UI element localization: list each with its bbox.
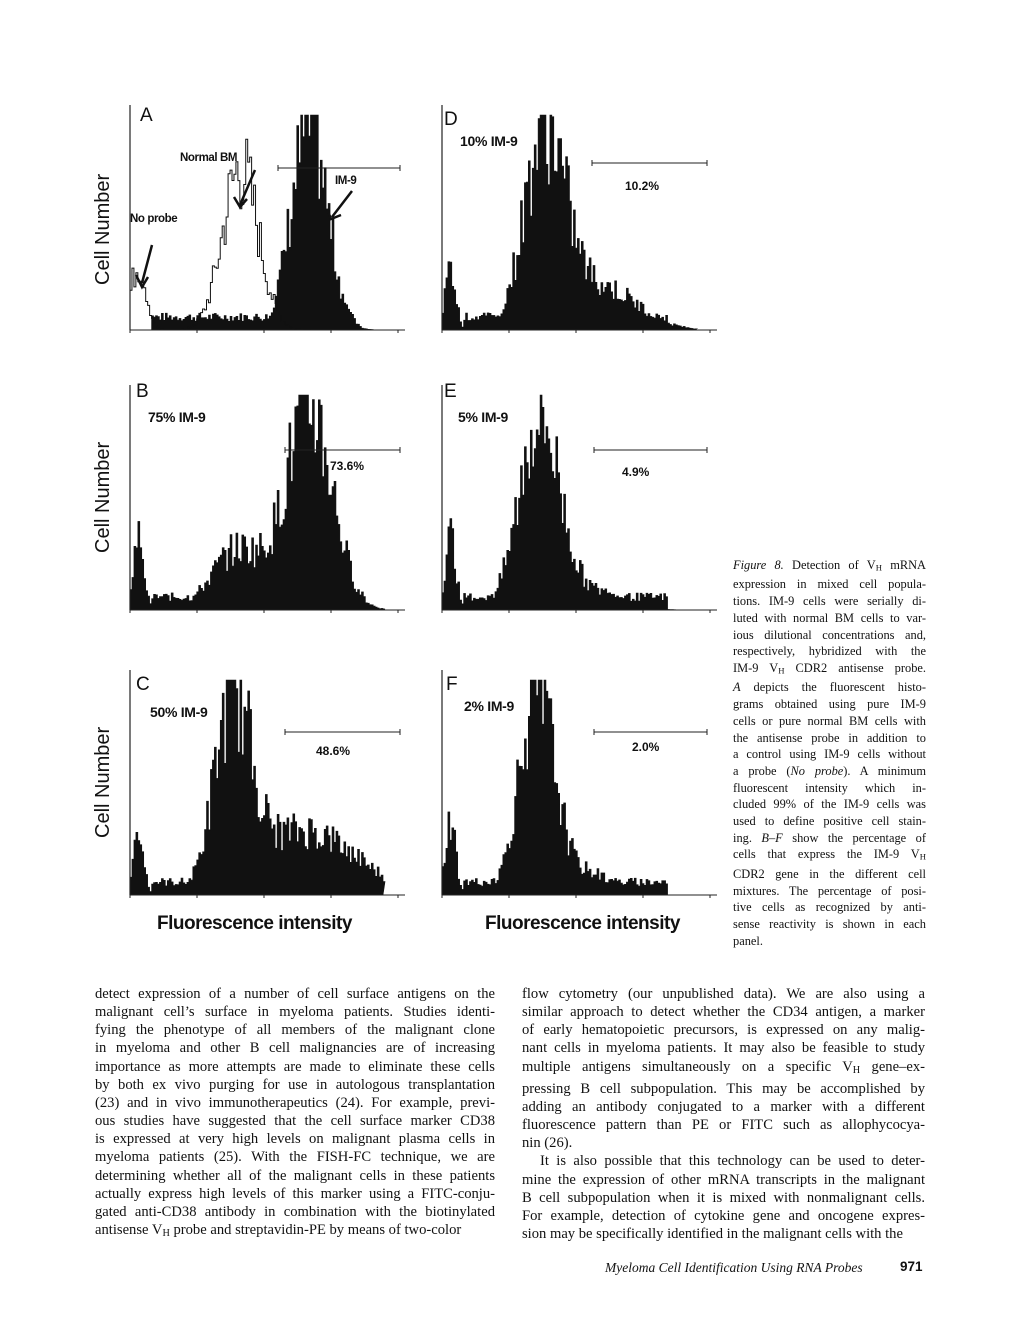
histogram-panel-a (120, 95, 410, 345)
text-line: myeloma patients (25). With the FISH-FC technique, we are (95, 1149, 495, 1166)
caption-line: a probe (No probe). A minimum (733, 763, 926, 778)
histogram-panel-b (120, 375, 410, 625)
panel-title: 2% IM-9 (464, 698, 515, 714)
figure-caption (733, 557, 926, 949)
arrow-no-probe (136, 245, 152, 287)
text-line: multiple antigens simultaneously on a specific $V_H$ gene–ex- (522, 1058, 925, 1076)
annotation-no-probe: No probe (130, 213, 178, 225)
arrow-im9 (327, 191, 352, 219)
text-line: For example, detection of cytokine gene and oncogene expres- (522, 1207, 925, 1224)
text-line: actually express high levels of this marker using a FITC-conju- (95, 1185, 495, 1202)
text-line: gated anti-CD38 antibody in combination with the biotinylated (95, 1203, 495, 1220)
y-axis-label-row3: Cell Number (92, 726, 114, 838)
text-line: similar approach to detect whether the CD34 antigen, a marker (522, 1004, 925, 1021)
text-line: nin (26). (522, 1135, 573, 1152)
annotation-im9: IM-9 (335, 175, 357, 187)
caption-line: fluorescent intensity which in- (733, 780, 926, 795)
text-line: fluorescence pattern than PE or FITC such as allophycocya- (522, 1117, 925, 1134)
caption-line: panel. (733, 933, 763, 948)
histogram-series-5-im-9 (442, 395, 697, 610)
caption-line: grams obtained using pure IM-9 (733, 697, 926, 712)
gate-percent: 2.0% (632, 740, 660, 754)
text-line: by both ex vivo purging for use in autologous transplantation (95, 1076, 495, 1093)
text-line: It is also possible that this technology can be used to deter- (540, 1153, 925, 1170)
histogram-series-75-im-9 (130, 395, 385, 610)
text-line: B cell subpopulation when it is mixed with nonmalignant cells. (522, 1189, 925, 1206)
caption-line: tions. IM-9 cells were serially di- (733, 594, 926, 609)
text-line: flow cytometry (our unpublished data). We are also using a (522, 986, 925, 1002)
panel-title: 5% IM-9 (458, 409, 509, 425)
caption-line: a control using IM-9 cells without (733, 747, 926, 762)
annotation-normal-bm: Normal BM (180, 152, 238, 164)
text-line: (23) and in vivo immunotherapeutics (24). For example, previ- (95, 1094, 495, 1111)
text-line: determining whether all of the malignant cells in these patients (95, 1167, 495, 1184)
caption-line: ing. B–F show the percentage of (733, 830, 926, 845)
text-line: nant cells in myeloma patients. It may also be feasible to study (522, 1040, 925, 1057)
y-axis-label-row2: Cell Number (92, 441, 114, 553)
panel-letter: F (446, 674, 458, 695)
histogram-panel-f (432, 660, 722, 910)
caption-line: cluded 99% of the IM-9 cells was (733, 797, 926, 812)
text-line: malignant cell’s surface in myeloma patients. Studies identi- (95, 1004, 495, 1021)
panel-letter: E (444, 381, 457, 402)
text-line: in myeloma and other B cell malignancies are of increasing (95, 1040, 495, 1057)
caption-label: Figure 8. (733, 558, 784, 572)
histogram-panel-c (120, 660, 410, 910)
gate-percent: 4.9% (622, 465, 650, 479)
caption-line: A depicts the fluorescent histo- (733, 680, 926, 695)
y-axis-label-row1: Cell Number (92, 173, 114, 285)
caption-line: IM-9 $V_H$ CDR2 antisense probe. (733, 660, 926, 676)
text-line: adding an antibody conjugated to a marker with a different (522, 1098, 925, 1115)
gate-percent: 73.6% (330, 459, 365, 473)
caption-line: cells or pure normal BM cells with (733, 713, 926, 728)
panel-title: 50% IM-9 (150, 704, 208, 720)
caption-line: sense reactivity is shown in each (733, 916, 926, 931)
caption-line: cells that express the IM-9 $V_H$ (733, 847, 926, 863)
caption-line: respectively, hybridized with the (733, 644, 926, 659)
caption-line: CDR2 gene in the different cell (733, 866, 926, 881)
panel-letter: C (136, 674, 150, 695)
text-line: mine the expression of other mRNA transcripts in the malignant (522, 1171, 925, 1188)
caption-line: expression in mixed cell popula- (733, 577, 926, 592)
x-axis-label-left: Fluorescence intensity (157, 913, 352, 934)
panel-title: 75% IM-9 (148, 409, 206, 425)
caption-line: the antisense probe in addition to (733, 730, 926, 745)
text-line: is expressed at very high levels on malignant plasma cells in (95, 1131, 495, 1148)
text-line: ous studies have suggested that the cell surface marker CD38 (95, 1113, 495, 1130)
caption-line: ious dilutional concentrations and, (733, 627, 926, 642)
text-line: detect expression of a number of cell surface antigens on the (95, 986, 495, 1002)
running-title: Myeloma Cell Identification Using RNA Probes (605, 1260, 863, 1275)
body-column-left (95, 985, 495, 1243)
histogram-panel-d (432, 95, 722, 345)
panel-letter: D (444, 109, 458, 130)
page-number: 971 (900, 1259, 923, 1274)
text-line: pressing B cell subpopulation. This may be accomplished by (522, 1080, 925, 1097)
histogram-svg (120, 660, 410, 910)
histogram-panel-e (432, 375, 722, 625)
caption-line: luted with normal BM cells to var- (733, 610, 926, 625)
caption-line: Figure 8. Detection of $V_H$ mRNA (733, 558, 926, 573)
text-line: sion may be specifically identified in the malignant cells with the (522, 1226, 903, 1243)
text-line: importance as more attempts are made to eliminate these cells (95, 1058, 495, 1075)
body-column-right (522, 985, 925, 1243)
text-line: antisense $V_H$ probe and streptavidin-PE by means of two-color (95, 1222, 462, 1240)
caption-line: used to define positive cell stain- (733, 814, 926, 829)
gate-percent: 48.6% (316, 744, 351, 758)
panel-title: 10% IM-9 (460, 133, 518, 149)
panel-letter: B (136, 381, 149, 402)
panel-letter: A (140, 105, 153, 126)
gate-percent: 10.2% (625, 179, 660, 193)
caption-line: tive cells as recognized by anti- (733, 900, 926, 915)
text-line: of early hematopoietic precursors, is expressed on any malig- (522, 1022, 925, 1039)
text-line: fying the phenotype of all members of the malignant clone (95, 1022, 495, 1039)
x-axis-label-right: Fluorescence intensity (485, 913, 680, 934)
caption-line: mixtures. The percentage of posi- (733, 883, 926, 898)
